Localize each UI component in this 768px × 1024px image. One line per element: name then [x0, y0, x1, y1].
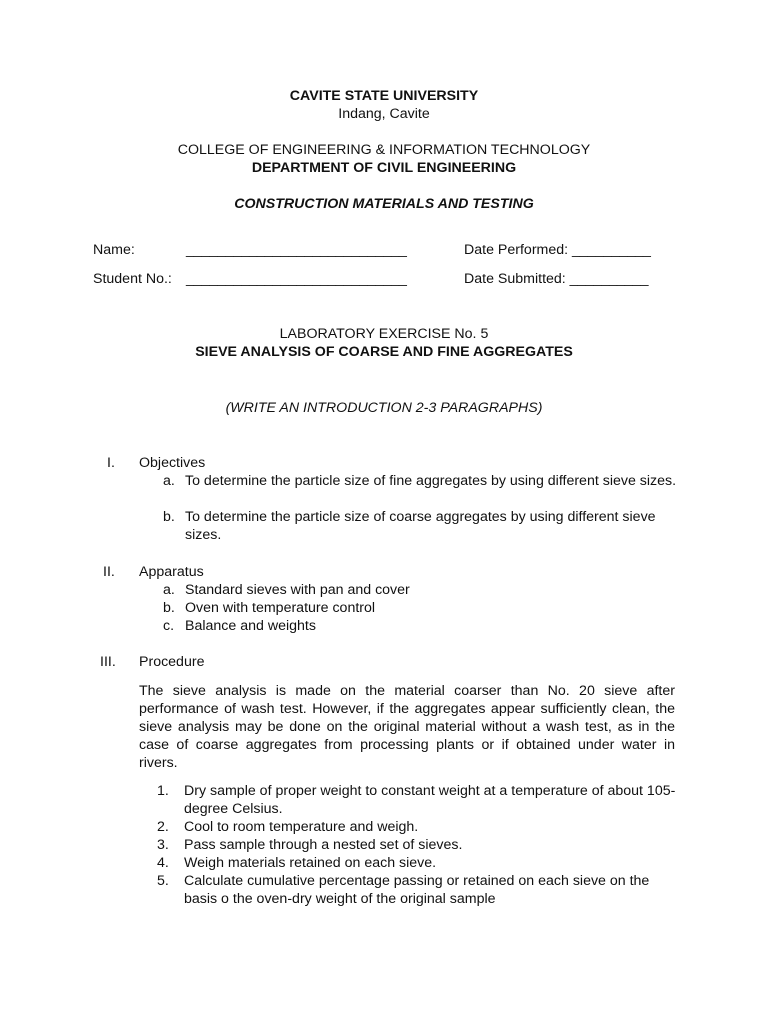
step-text: Calculate cumulative percentage passing or retained on each sieve on the basis o the oven-dry weight of the original sample [184, 873, 650, 907]
item-letter: b. [163, 509, 175, 525]
introduction-instruction: (WRITE AN INTRODUCTION 2-3 PARAGRAPHS) [225, 400, 543, 416]
section-iii-numeral: III. [100, 654, 116, 670]
procedure-paragraph: The sieve analysis is made on the material coarser than No. 20 sieve after performance of wash test. However, if the aggregates appear sufficiently clean, the sieve analysis may be done on the original material without a wash test, as in the case of coarse aggregates from processing plants or if obtained under water in rivers. [139, 683, 675, 771]
item-letter: b. [163, 600, 175, 616]
step-text: Cool to room temperature and weigh. [184, 819, 419, 835]
item-text: To determine the particle size of fine aggregates by using different sieve sizes. [185, 473, 677, 489]
date-performed-field: Date Performed: __________ [464, 242, 651, 258]
section-iii-heading: Procedure [139, 654, 205, 670]
course-title: CONSTRUCTION MATERIALS AND TESTING [234, 196, 534, 212]
college-name: COLLEGE OF ENGINEERING & INFORMATION TECHNOLOGY [177, 142, 591, 158]
university-location: Indang, Cavite [338, 106, 430, 122]
item-text: Balance and weights [185, 618, 316, 634]
name-label: Name: [93, 242, 135, 258]
item-text: Oven with temperature control [185, 600, 376, 616]
step-number: 2. [157, 819, 169, 835]
exercise-number: LABORATORY EXERCISE No. 5 [279, 326, 489, 342]
university-name: CAVITE STATE UNIVERSITY [289, 88, 479, 104]
step-number: 4. [157, 855, 169, 871]
item-letter: c. [163, 618, 175, 634]
section-ii-heading: Apparatus [139, 564, 204, 580]
student-no-blank: ____________________________ [186, 271, 407, 287]
exercise-title: SIEVE ANALYSIS OF COARSE AND FINE AGGREGATES [195, 344, 573, 360]
step-text: Dry sample of proper weight to constant weight at a temperature of about 105-degree Celsius. [184, 783, 676, 817]
item-text: Standard sieves with pan and cover [185, 582, 410, 598]
section-i-heading: Objectives [139, 455, 206, 471]
section-ii-numeral: II. [103, 564, 115, 580]
step-text: Pass sample through a nested set of sieves. [184, 837, 463, 853]
item-letter: a. [163, 582, 175, 598]
name-blank: ____________________________ [186, 242, 407, 258]
item-text: To determine the particle size of coarse aggregates by using different sieve sizes. [185, 509, 656, 543]
date-submitted-field: Date Submitted: __________ [464, 271, 649, 287]
department-name: DEPARTMENT OF CIVIL ENGINEERING [251, 160, 517, 176]
step-number: 1. [157, 783, 169, 799]
step-number: 3. [157, 837, 169, 853]
section-i-numeral: I. [107, 455, 115, 471]
step-text: Weigh materials retained on each sieve. [184, 855, 437, 871]
item-letter: a. [163, 473, 175, 489]
student-no-label: Student No.: [93, 271, 172, 287]
step-number: 5. [157, 873, 169, 889]
